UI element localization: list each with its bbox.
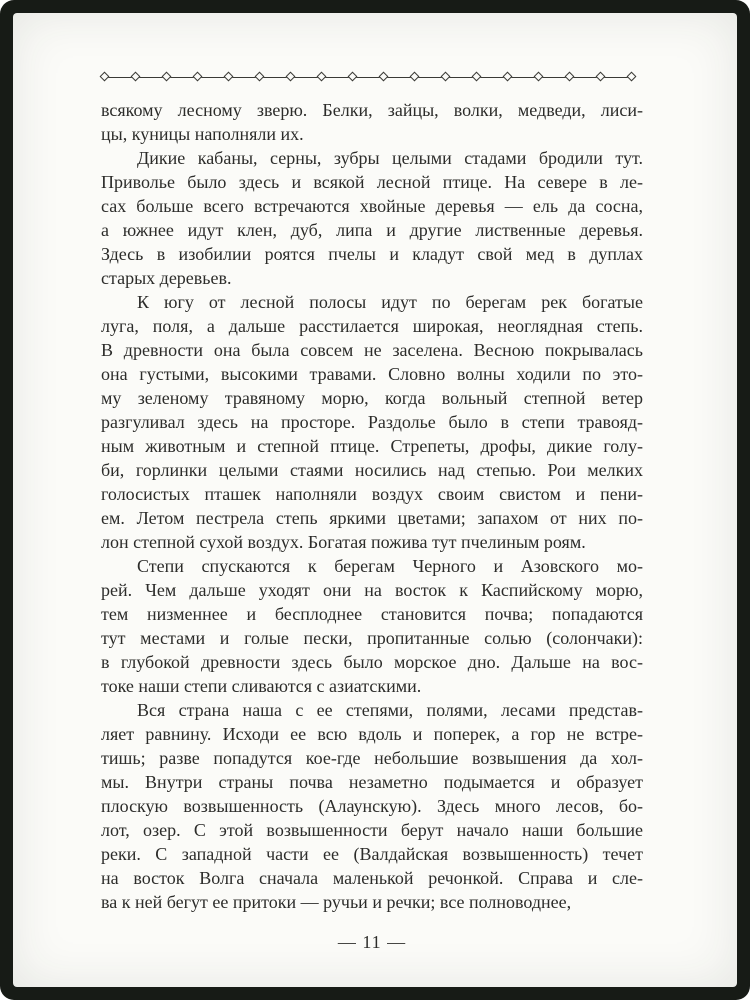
text-line: токе наши степи сливаются с азиатскими. [101,676,422,696]
page-text [101,98,643,914]
text-line: В древности она была совсем не заселена. Весною покрывалась [101,340,643,360]
text-line: ляет равнину. Исходи ее всю вдоль и поперек, а гор не встре- [101,724,643,744]
diamond-icon [627,72,637,82]
text-line: тут местами и голые пески, пропитанные солью (солончаки): [101,628,643,648]
text-line: в глубокой древности здесь было морское дно. Дальше на вос- [101,652,643,672]
diamond-icon [596,72,606,82]
diamond-icon [255,72,265,82]
diamond-icon [410,72,420,82]
text-line: ем. Летом пестрела степь яркими цветами; запахом от них по- [101,508,643,528]
text-line: луга, поля, а дальше расстилается широкая, неоглядная степь. [101,316,643,336]
diamond-icon [131,72,141,82]
text-line: реки. С западной части ее (Валдайская возвышенность) течет [101,844,643,864]
text-line: мы. Внутри страны почва незаметно подымается и образует [101,772,643,792]
text-line: на восток Волга сначала маленькой речонкой. Справа и сле- [101,868,643,888]
page-number: — 11 — [337,932,407,952]
diamond-icon [503,72,513,82]
diamond-icon [441,72,451,82]
text-line: лот, озер. С этой возвышенности берут начало наши большие [101,820,643,840]
diamond-icon [379,72,389,82]
text-line: Дикие кабаны, серны, зубры целыми стадами бродили тут. [137,148,643,168]
diamond-icon [317,72,327,82]
text-line: Степи спускаются к берегам Черного и Азовского мо- [137,556,643,576]
text-line: К югу от лесной полосы идут по берегам рек богатые [137,292,643,312]
text-line: цы, куницы наполняли их. [101,124,304,144]
text-line: ным животным и степной птице. Стрепеты, дрофы, дикие голу- [101,436,643,456]
text-line: Здесь в изобилии роятся пчелы и кладут свой мед в дуплах [101,244,643,264]
text-line: му зеленому травяному морю, когда вольный степной ветер [101,388,643,408]
diamond-icon [565,72,575,82]
text-line: тишь; разве попадутся кое-где небольшие возвышения да хол- [101,748,643,768]
diamond-icon [472,72,482,82]
text-line: старых деревьев. [101,268,232,288]
text-line: голосистых пташек наполняли воздух своим свистом и пени- [101,484,643,504]
diamond-icon [100,72,110,82]
book-page [13,13,737,987]
text-line: всякому лесному зверю. Белки, зайцы, волки, медведи, лиси- [101,100,643,120]
text-line: тем низменнее и бесплоднее становится почва; попадаются [101,604,643,624]
diamond-icon [193,72,203,82]
text-line: ва к ней бегут ее притоки — ручьи и речки; все полноводнее, [101,892,572,912]
diamond-icon [286,72,296,82]
text-line: би, горлинки целыми стаями носились над степью. Рои мелких [101,460,643,480]
diamond-icon [348,72,358,82]
text-line: она густыми, высокими травами. Словно волны ходили по это- [101,364,643,384]
text-line: а южнее идут клен, дуб, липа и другие лиственные деревья. [101,220,643,240]
text-line: Вся страна наша с ее степями, полями, лесами представ- [137,700,643,720]
text-line: Приволье было здесь и всякой лесной птице. На севере в ле- [101,172,643,192]
diamond-icon [162,72,172,82]
text-line: разгуливал здесь на просторе. Раздолье было в степи травояд- [101,412,643,432]
text-line: плоскую возвышенность (Алаунскую). Здесь много лесов, бо- [101,796,643,816]
text-line: лон степной сухой воздух. Богатая пожива тут пчелиным роям. [101,532,586,552]
diamond-icon [224,72,234,82]
diamond-icon [534,72,544,82]
text-line: рей. Чем дальше уходят они на восток к Каспийскому морю, [101,580,643,600]
header-ornament [101,71,635,82]
text-line: сах больше всего встречаются хвойные деревья — ель да сосна, [101,196,643,216]
